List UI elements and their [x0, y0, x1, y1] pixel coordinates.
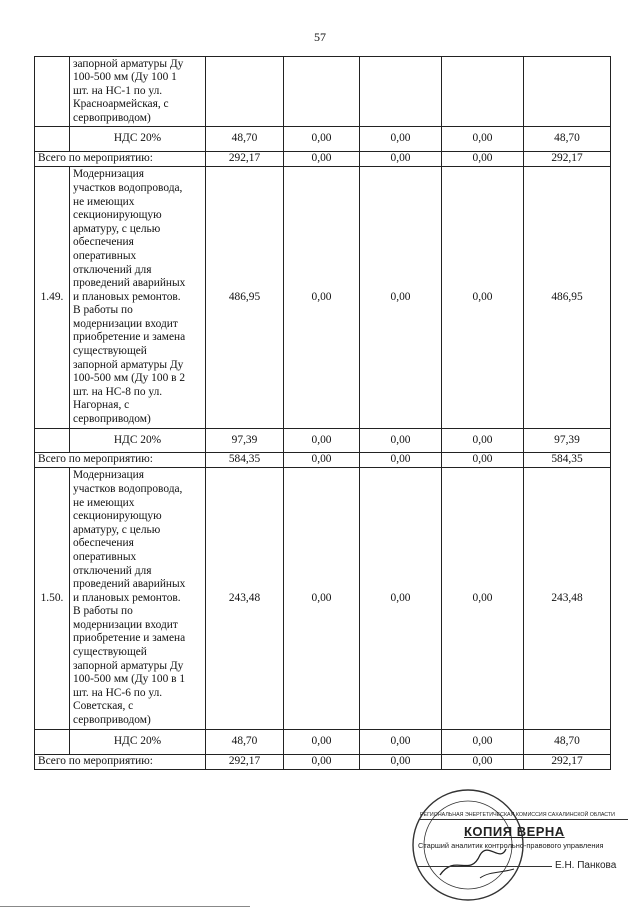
stamp-name: Е.Н. Панкова [555, 860, 617, 871]
table-row [35, 152, 611, 167]
value-cell: 0,00 [284, 152, 360, 167]
value-cell: 48,70 [524, 127, 611, 152]
index-cell: 1.50. [35, 468, 70, 730]
total-label: Всего по мероприятию: [35, 755, 206, 770]
description-cell: Модернизация участков водопровода, не имеющих секционирующую арматуру, с целью обеспечения оперативных отключений для проведений аварийных и плановых ремонтов. В работы по модернизации входит приобретение и замена существующей запорной арматуры Ду 100-500 мм (Ду 100 в 2 шт. на НС-8 по ул. Нагорная, с сервоприводом) [70, 167, 206, 429]
vat-label: НДС 20% [70, 429, 206, 453]
value-cell: 0,00 [360, 468, 442, 730]
table-row [35, 429, 611, 453]
value-cell: 0,00 [442, 167, 524, 429]
stamp-role: Старший аналитик контрольно-правового управления [418, 841, 604, 850]
value-cell: 0,00 [284, 167, 360, 429]
total-label: Всего по мероприятию: [35, 453, 206, 468]
index-cell: 1.49. [35, 167, 70, 429]
value-cell: 0,00 [360, 167, 442, 429]
table-row [35, 453, 611, 468]
value-cell: 584,35 [206, 453, 284, 468]
value-cell: 0,00 [360, 152, 442, 167]
value-cell: 0,00 [442, 453, 524, 468]
value-cell: 243,48 [206, 468, 284, 730]
value-cell: 486,95 [524, 167, 611, 429]
value-cell: 97,39 [206, 429, 284, 453]
value-cell: 0,00 [360, 755, 442, 770]
value-cell: 0,00 [284, 127, 360, 152]
signature-mark [440, 849, 506, 875]
value-cell: 0,00 [442, 127, 524, 152]
value-cell: 0,00 [360, 429, 442, 453]
table-row [35, 468, 611, 730]
expenses-table [34, 56, 611, 770]
value-cell: 0,00 [284, 468, 360, 730]
value-cell: 292,17 [524, 152, 611, 167]
value-cell: 0,00 [284, 453, 360, 468]
table-row [35, 127, 611, 152]
value-cell: 0,00 [284, 755, 360, 770]
value-cell: 0,00 [442, 152, 524, 167]
value-cell: 292,17 [206, 755, 284, 770]
table-row [35, 167, 611, 429]
value-cell: 48,70 [206, 127, 284, 152]
value-cell: 0,00 [284, 730, 360, 755]
value-cell: 486,95 [206, 167, 284, 429]
vat-label: НДС 20% [70, 730, 206, 755]
description-cell: запорной арматуры Ду 100-500 мм (Ду 100 1 шт. на НС-1 по ул. Красноармейская, с сервоприводом) [70, 57, 206, 127]
value-cell: 0,00 [360, 453, 442, 468]
table-row [35, 57, 611, 127]
value-cell: 48,70 [206, 730, 284, 755]
description-cell: Модернизация участков водопровода, не имеющих секционирующую арматуру, с целью обеспечения оперативных отключений для проведений аварийных и плановых ремонтов. В работы по модернизации входит приобретение и замена существующей запорной арматуры Ду 100-500 мм (Ду 100 в 1 шт. на НС-6 по ул. Советская, с сервоприводом) [70, 468, 206, 730]
table-row [35, 730, 611, 755]
value-cell: 0,00 [442, 755, 524, 770]
value-cell: 243,48 [524, 468, 611, 730]
value-cell: 292,17 [206, 152, 284, 167]
value-cell: 0,00 [442, 730, 524, 755]
stamp-title: КОПИЯ ВЕРНА [464, 824, 565, 839]
divider [0, 906, 250, 907]
certification-stamp [410, 783, 630, 901]
value-cell: 584,35 [524, 453, 611, 468]
value-cell: 0,00 [284, 429, 360, 453]
value-cell: 0,00 [442, 429, 524, 453]
signature-line [418, 866, 552, 867]
vat-label: НДС 20% [70, 127, 206, 152]
value-cell: 97,39 [524, 429, 611, 453]
total-label: Всего по мероприятию: [35, 152, 206, 167]
page-number: 57 [314, 30, 326, 44]
stamp-organization: РЕГИОНАЛЬНАЯ ЭНЕРГЕТИЧЕСКАЯ КОМИССИЯ САХАЛИНСКОЙ ОБЛАСТИ [420, 812, 628, 820]
table-row [35, 755, 611, 770]
index-cell [35, 57, 70, 127]
value-cell: 0,00 [360, 730, 442, 755]
value-cell: 0,00 [442, 468, 524, 730]
value-cell: 292,17 [524, 755, 611, 770]
value-cell: 0,00 [360, 127, 442, 152]
value-cell: 48,70 [524, 730, 611, 755]
